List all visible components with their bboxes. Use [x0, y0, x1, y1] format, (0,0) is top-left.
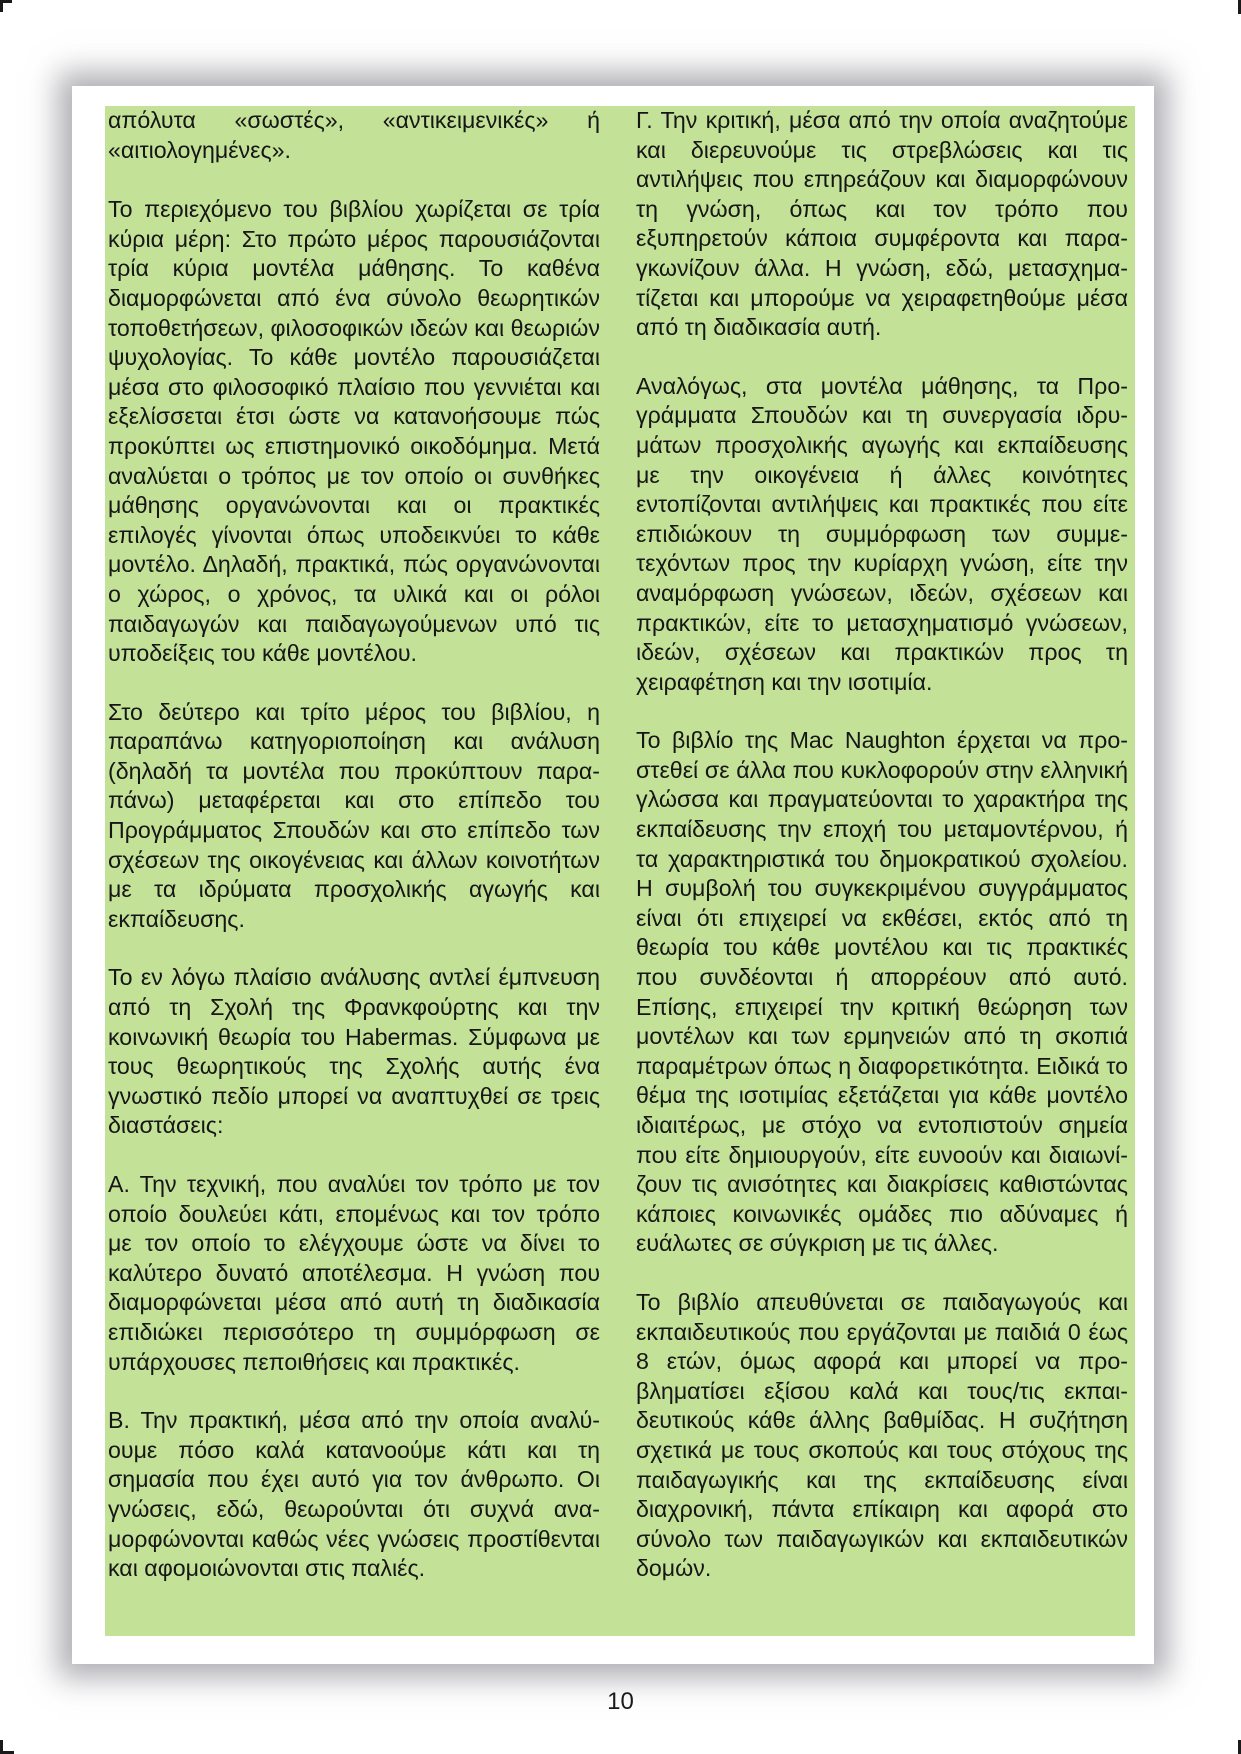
paragraph: Β. Την πρακτική, μέσα από την οποία αναλύουμε πόσο καλά κατανοούμε κάτι και τη σημασία που έχει αυτό για τον άνθρωπο. Οι γνώσεις, εδώ, θεωρούνται ότι συχνά αναμορφώνονται καθώς νέες γνώσεις προστίθενται και αφομοιώνονται στις παλιές.: [108, 1407, 600, 1582]
paragraph: Το περιεχόμενο του βιβλίου χωρίζεται σε τρία κύρια μέρη: Στο πρώτο μέρος παρουσιάζονται τρία κύρια μοντέλα μάθησης. Το καθένα διαμορφώνεται από ένα σύνολο θεωρητικών τοποθετήσεων, φιλοσοφικών ιδεών και θεωριών ψυχολογίας. Το κάθε μοντέλο παρουσιάζεται μέσα στο φιλοσοφικό πλαίσιο που γεννιέται και εξελίσσεται έτσι ώστε να κατανοήσουμε πώς προκύπτει ως επιστημονικό οικοδόμημα. Μετά αναλύεται ο τρόπος με τον οποίο οι συνθήκες μάθησης οργανώνονται και οι πρακτικές επιλογές γίνονται όπως υποδεικνύει το κάθε μοντέλο. Δηλαδή, πρακτικά, πώς οργανώνονται ο χώρος, ο χρόνος, τα υλικά και οι ρόλοι παιδαγωγών και παιδαγωγούμενων υπό τις υποδείξεις του κάθε μοντέλου.: [108, 196, 600, 667]
crop-mark-top-left: [0, 0, 3, 12]
paragraph: Το βιβλίο απευθύνεται σε παιδαγωγούς και εκπαιδευτικούς που εργάζονται με παιδιά 0 έως 8 ετών, όμως αφορά και μπορεί να προβληματίσει εξίσου καλά και τους/τις εκπαιδευτικούς κάθε άλλης βαθμίδας. Η συζήτηση σχετικά με τους σκοπούς και τους στόχους της παιδαγωγικής και της εκπαίδευσης είναι διαχρονική, πάντα επίκαιρη και αφορά στο σύνολο των παιδαγωγικών και εκπαιδευτικών δομών.: [636, 1288, 1128, 1582]
paragraph: απόλυτα «σωστές», «αντικειμενικές» ή «αιτιολογημένες».: [108, 107, 600, 163]
paragraph: Το βιβλίο της Mac Naughton έρχεται να προστεθεί σε άλλα που κυκλοφορούν στην ελληνική γλώσσα και πραγματεύονται το χαρακτήρα της εκπαίδευσης την εποχή του μεταμοντέρνου, ή τα χαρακτηριστικά του δημοκρατικού σχολείου. Η συμβολή του συγκεκριμένου συγγράμματος είναι ότι επιχειρεί να εκθέσει, εκτός από τη θεωρία του κάθε μοντέλου και τις πρακτικές που συνδέονται ή απορρέουν από αυτό. Επίσης, επιχειρεί την κριτική θεώρηση των μοντέλων και των ερμηνειών από τη σκοπιά παραμέτρων όπως η διαφορετικότητα. Ειδικά το θέμα της ισοτιμίας εξετάζεται για κάθε μοντέλο ιδιαιτέρως, με στόχο να εντοπιστούν σημεία που είτε δημιουργούν, είτε ευνοούν και διαιωνίζουν τις ανισότητες και διακρίσεις καθιστώντας κάποιες κοινωνικές ομάδες πιο αδύναμες ή ευάλωτες σε σύγκριση με τις άλλες.: [636, 727, 1128, 1257]
document-page: [72, 86, 1154, 1664]
left-column: [108, 106, 600, 1613]
paragraph: Το εν λόγω πλαίσιο ανάλυσης αντλεί έμπνευση από τη Σχολή της Φρανκφούρτης και την κοινωνική θεωρία του Habermas. Σύμφωνα με τους θεωρητικούς της Σχολής αυτής ένα γνωστικό πεδίο μπορεί να αναπτυχθεί σε τρεις διαστάσεις:: [108, 964, 600, 1139]
paragraph: Γ. Την κριτική, μέσα από την οποία αναζητούμε και διερευνούμε τις στρεβλώσεις και τις αντιλήψεις που επηρεάζουν και διαμορφώνουν τη γνώση, όπως και τον τρόπο που εξυπηρετούν κάποια συμφέροντα και παραγκωνίζουν άλλα. Η γνώση, εδώ, μετασχηματίζεται και μπορούμε να χειραφετηθούμε μέσα από τη διαδικασία αυτή.: [636, 107, 1128, 341]
paragraph: Α. Την τεχνική, που αναλύει τον τρόπο με τον οποίο δουλεύει κάτι, επομένως και τον τρόπο με τον οποίο το ελέγχουμε ώστε να δίνει το καλύτερο δυνατό αποτέλεσμα. Η γνώση που διαμορφώνεται μέσα από αυτή τη διαδικασία επιδιώκει περισσότερο τη συμμόρφωση σε υπάρχουσες πεποιθήσεις και πρακτικές.: [108, 1171, 600, 1375]
paragraph: Αναλόγως, στα μοντέλα μάθησης, τα Προγράμματα Σπουδών και τη συνεργασία ιδρυμάτων προσχολικής αγωγής και εκπαίδευσης με την οικογένεια ή άλλες κοινότητες εντοπίζονται αντιλήψεις και πρακτικές που είτε επιδιώκουν τη συμμόρφωση των συμμετεχόντων προς την κυρίαρχη γνώση, είτε την αναμόρφωση γνώσεων, ιδεών, σχέσεων και πρακτικών, είτε το μετασχηματισμό γνώσεων, ιδεών, σχέσεων και πρακτικών προς τη χειραφέτηση και την ισοτιμία.: [636, 372, 1128, 695]
content-box: [105, 106, 1135, 1636]
right-column: [636, 106, 1128, 1613]
paragraph: Στο δεύτερο και τρίτο μέρος του βιβλίου, η παραπάνω κατηγοριοποίηση και ανάλυση (δηλαδή τα μοντέλα που προκύπτουν παραπάνω) μεταφέρεται και στο επίπεδο του Προγράμματος Σπουδών και στο επίπεδο των σχέσεων της οικογένειας και άλλων κοινοτήτων με τα ιδρύματα προσχολικής αγωγής και εκπαίδευσης.: [108, 698, 600, 932]
page-number: 10: [607, 1688, 634, 1715]
